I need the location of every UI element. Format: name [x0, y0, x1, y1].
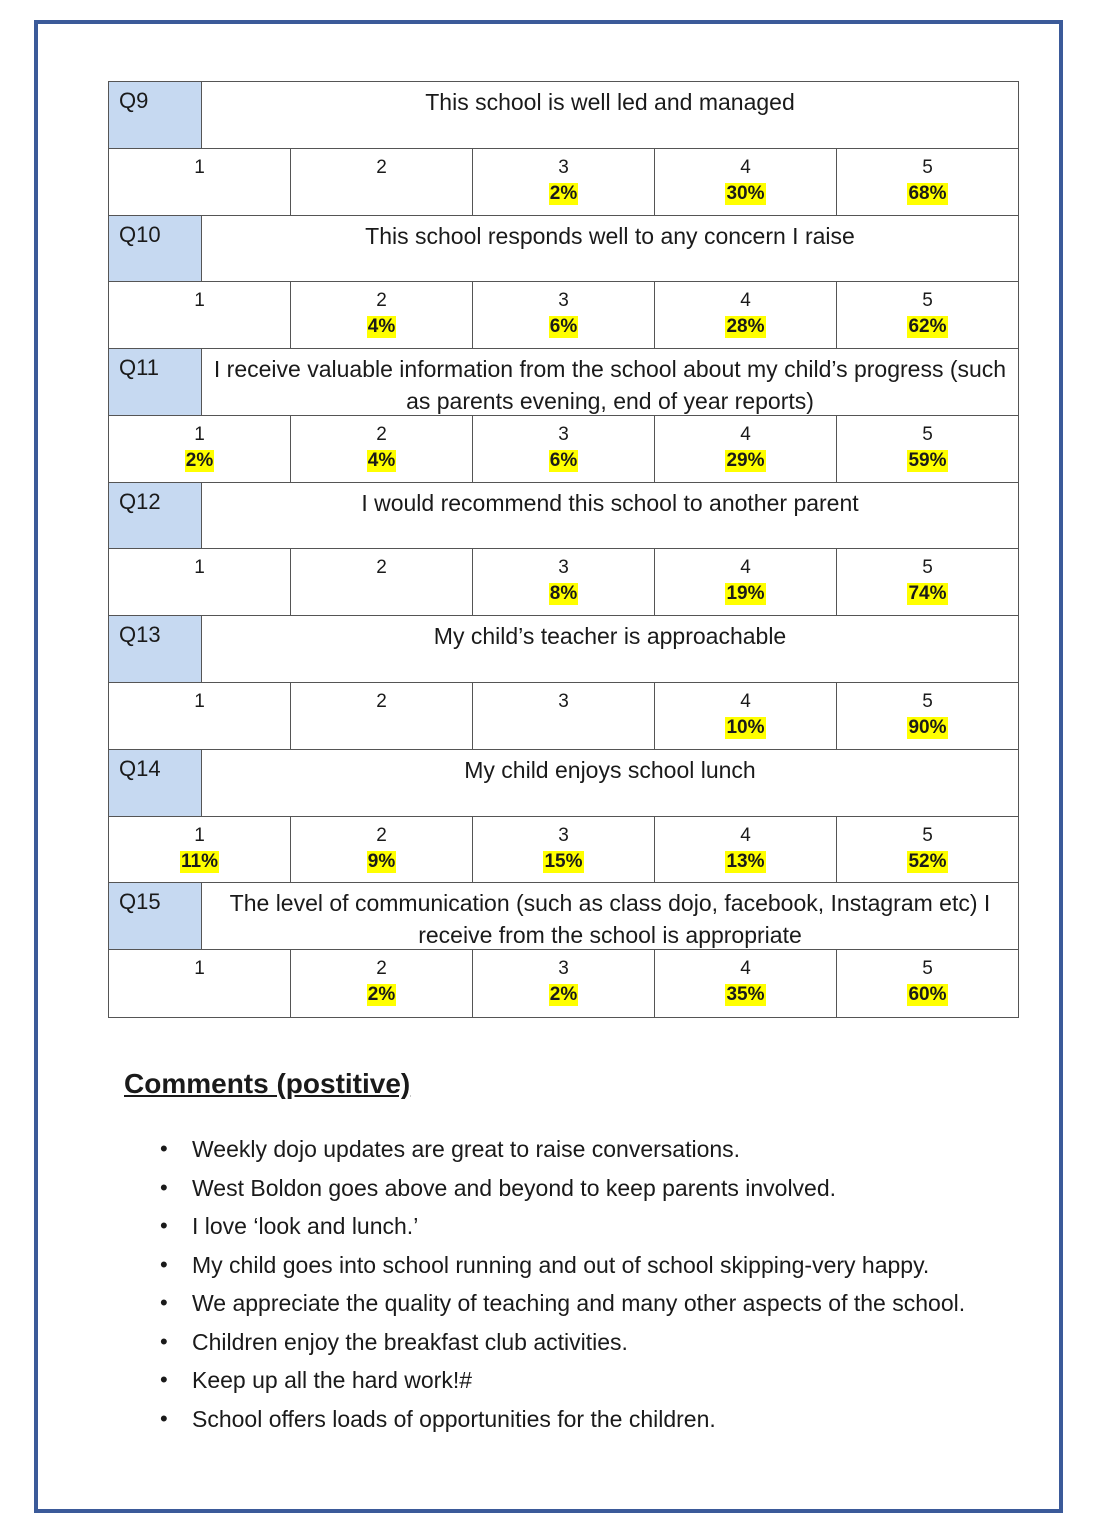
- score-row: [109, 416, 1018, 483]
- score-label: 1: [194, 958, 205, 980]
- question-statement: This school responds well to any concern I raise: [365, 222, 855, 249]
- score-percentage: 60%: [908, 984, 947, 1006]
- score-label: 2: [376, 958, 387, 980]
- comment-item: [160, 1361, 1024, 1400]
- score-percentage: 35%: [726, 984, 765, 1006]
- score-label: 4: [740, 958, 751, 980]
- score-cell: [837, 149, 1018, 216]
- score-row: [109, 950, 1018, 1017]
- score-cell: [473, 282, 655, 349]
- comment-item: [160, 1400, 1024, 1439]
- score-percentage: 10%: [726, 717, 765, 739]
- comment-text: My child goes into school running and out of school skipping-very happy.: [192, 1251, 930, 1278]
- bullet-icon: •: [160, 1174, 168, 1200]
- score-label: 2: [376, 290, 387, 312]
- comment-item: [160, 1207, 1024, 1246]
- score-cell: [291, 149, 473, 216]
- score-label: 3: [558, 958, 569, 980]
- score-cell: [291, 282, 473, 349]
- bullet-icon: •: [160, 1328, 168, 1354]
- score-cell: [837, 683, 1018, 750]
- score-label: 1: [194, 290, 205, 312]
- bullet-icon: •: [160, 1213, 168, 1238]
- score-label: 4: [740, 156, 751, 178]
- score-percentage: 8%: [549, 583, 578, 605]
- score-cell: [837, 416, 1018, 483]
- score-cell: [655, 549, 837, 616]
- score-label: 3: [558, 824, 569, 846]
- comment-text: School offers loads of opportunities for the children.: [192, 1405, 716, 1432]
- score-cell: [109, 950, 291, 1017]
- score-cell: [109, 683, 291, 750]
- score-label: 1: [194, 824, 205, 846]
- score-percentage: 15%: [544, 850, 583, 872]
- score-cell: [473, 416, 655, 483]
- score-row: [109, 149, 1018, 216]
- score-label: 5: [922, 691, 933, 713]
- score-cell: [655, 950, 837, 1017]
- question-statement: I would recommend this school to another parent: [361, 489, 859, 516]
- score-cell: [291, 683, 473, 750]
- score-label: 2: [376, 557, 387, 579]
- score-percentage: 19%: [726, 583, 765, 605]
- comment-text: Keep up all the hard work!#: [192, 1367, 473, 1393]
- score-percentage: 29%: [726, 449, 765, 471]
- question-id: Q14: [109, 750, 202, 816]
- question-statement: My child’s teacher is approachable: [433, 623, 787, 650]
- score-label: 2: [376, 824, 387, 846]
- comment-item: [160, 1323, 1024, 1362]
- question-statement: My child enjoys school lunch: [464, 756, 756, 783]
- comment-text: West Boldon goes above and beyond to keep parents involved.: [192, 1174, 837, 1201]
- score-percentage: 52%: [908, 850, 947, 872]
- score-label: 2: [376, 423, 387, 445]
- score-label: 5: [922, 156, 933, 178]
- score-label: 3: [558, 156, 569, 178]
- question-row: [109, 216, 1018, 283]
- score-percentage: 6%: [549, 449, 578, 471]
- comment-item: [160, 1284, 1024, 1323]
- score-label: 1: [194, 156, 205, 178]
- question-id: Q11: [109, 349, 202, 415]
- score-label: 4: [740, 290, 751, 312]
- score-cell: [473, 149, 655, 216]
- score-cell: [109, 282, 291, 349]
- question-id: Q15: [109, 883, 202, 949]
- comment-item: [160, 1130, 1024, 1169]
- score-row: [109, 282, 1018, 349]
- score-cell: [109, 549, 291, 616]
- question-id: Q13: [109, 616, 202, 682]
- score-label: 3: [558, 290, 569, 312]
- score-cell: [473, 683, 655, 750]
- score-percentage: 2%: [549, 182, 578, 204]
- score-percentage: 13%: [726, 850, 765, 872]
- question-row: [109, 82, 1018, 149]
- score-label: 5: [922, 557, 933, 579]
- score-label: 5: [922, 958, 933, 980]
- question-statement: This school is well led and managed: [425, 89, 795, 115]
- bullet-icon: •: [160, 1136, 168, 1161]
- comments-list: [124, 1130, 1024, 1438]
- question-id: Q12: [109, 483, 202, 549]
- score-percentage: 62%: [908, 316, 947, 338]
- score-label: 5: [922, 824, 933, 846]
- score-percentage: 74%: [908, 583, 947, 605]
- question-row: [109, 349, 1018, 416]
- question-id: Q9: [109, 82, 202, 148]
- comment-text: Children enjoy the breakfast club activities.: [192, 1328, 628, 1355]
- comments-section: [124, 1068, 1024, 1438]
- score-percentage: 59%: [908, 449, 947, 471]
- score-cell: [655, 282, 837, 349]
- score-cell: [291, 950, 473, 1017]
- score-cell: [109, 817, 291, 884]
- score-cell: [655, 149, 837, 216]
- score-label: 4: [740, 423, 751, 445]
- score-percentage: 28%: [726, 316, 765, 338]
- score-row: [109, 683, 1018, 750]
- bullet-icon: •: [160, 1405, 168, 1431]
- score-percentage: 68%: [908, 182, 947, 204]
- score-cell: [109, 149, 291, 216]
- score-percentage: 9%: [367, 850, 396, 872]
- score-label: 3: [558, 423, 569, 445]
- score-cell: [837, 549, 1018, 616]
- question-row: [109, 616, 1018, 683]
- score-cell: [655, 416, 837, 483]
- comment-item: [160, 1169, 1024, 1208]
- score-label: 5: [922, 423, 933, 445]
- comments-heading: Comments (postitive): [124, 1068, 411, 1099]
- score-row: [109, 817, 1018, 884]
- score-label: 2: [376, 156, 387, 178]
- bullet-icon: •: [160, 1251, 168, 1277]
- score-label: 5: [922, 290, 933, 312]
- question-row: [109, 750, 1018, 817]
- score-cell: [109, 416, 291, 483]
- score-cell: [473, 817, 655, 884]
- question-row: [109, 883, 1018, 950]
- question-statement: The level of communication (such as class dojo, facebook, Instagram etc) I receive from the school is appropriate: [229, 890, 991, 949]
- score-cell: [655, 683, 837, 750]
- comment-text: We appreciate the quality of teaching and many other aspects of the school.: [192, 1290, 966, 1316]
- score-percentage: 2%: [367, 984, 396, 1006]
- bullet-icon: •: [160, 1367, 168, 1392]
- survey-table: [108, 81, 1019, 1018]
- score-percentage: 90%: [908, 717, 947, 739]
- score-cell: [837, 950, 1018, 1017]
- score-cell: [655, 817, 837, 884]
- score-percentage: 30%: [726, 182, 765, 204]
- score-percentage: 6%: [549, 316, 578, 338]
- score-percentage: 2%: [185, 449, 214, 471]
- score-percentage: 4%: [367, 316, 396, 338]
- score-label: 1: [194, 691, 205, 713]
- comment-text: Weekly dojo updates are great to raise conversations.: [192, 1136, 741, 1162]
- score-label: 2: [376, 691, 387, 713]
- score-label: 1: [194, 423, 205, 445]
- score-label: 4: [740, 557, 751, 579]
- score-cell: [291, 549, 473, 616]
- question-id: Q10: [109, 216, 202, 282]
- question-row: [109, 483, 1018, 550]
- score-cell: [291, 416, 473, 483]
- score-cell: [837, 282, 1018, 349]
- comment-item: [160, 1246, 1024, 1285]
- score-label: 4: [740, 691, 751, 713]
- score-label: 3: [558, 557, 569, 579]
- score-row: [109, 549, 1018, 616]
- question-statement: I receive valuable information from the school about my child’s progress (such as parents evening, end of year reports): [213, 356, 1007, 415]
- score-percentage: 11%: [181, 850, 218, 872]
- comment-text: I love ‘look and lunch.’: [192, 1213, 419, 1239]
- score-cell: [837, 817, 1018, 884]
- score-percentage: 2%: [549, 984, 578, 1006]
- score-percentage: 4%: [367, 449, 396, 471]
- score-cell: [473, 549, 655, 616]
- score-label: 3: [558, 691, 569, 713]
- score-label: 4: [740, 824, 751, 846]
- bullet-icon: •: [160, 1290, 168, 1315]
- score-cell: [291, 817, 473, 884]
- score-cell: [473, 950, 655, 1017]
- score-label: 1: [194, 557, 205, 579]
